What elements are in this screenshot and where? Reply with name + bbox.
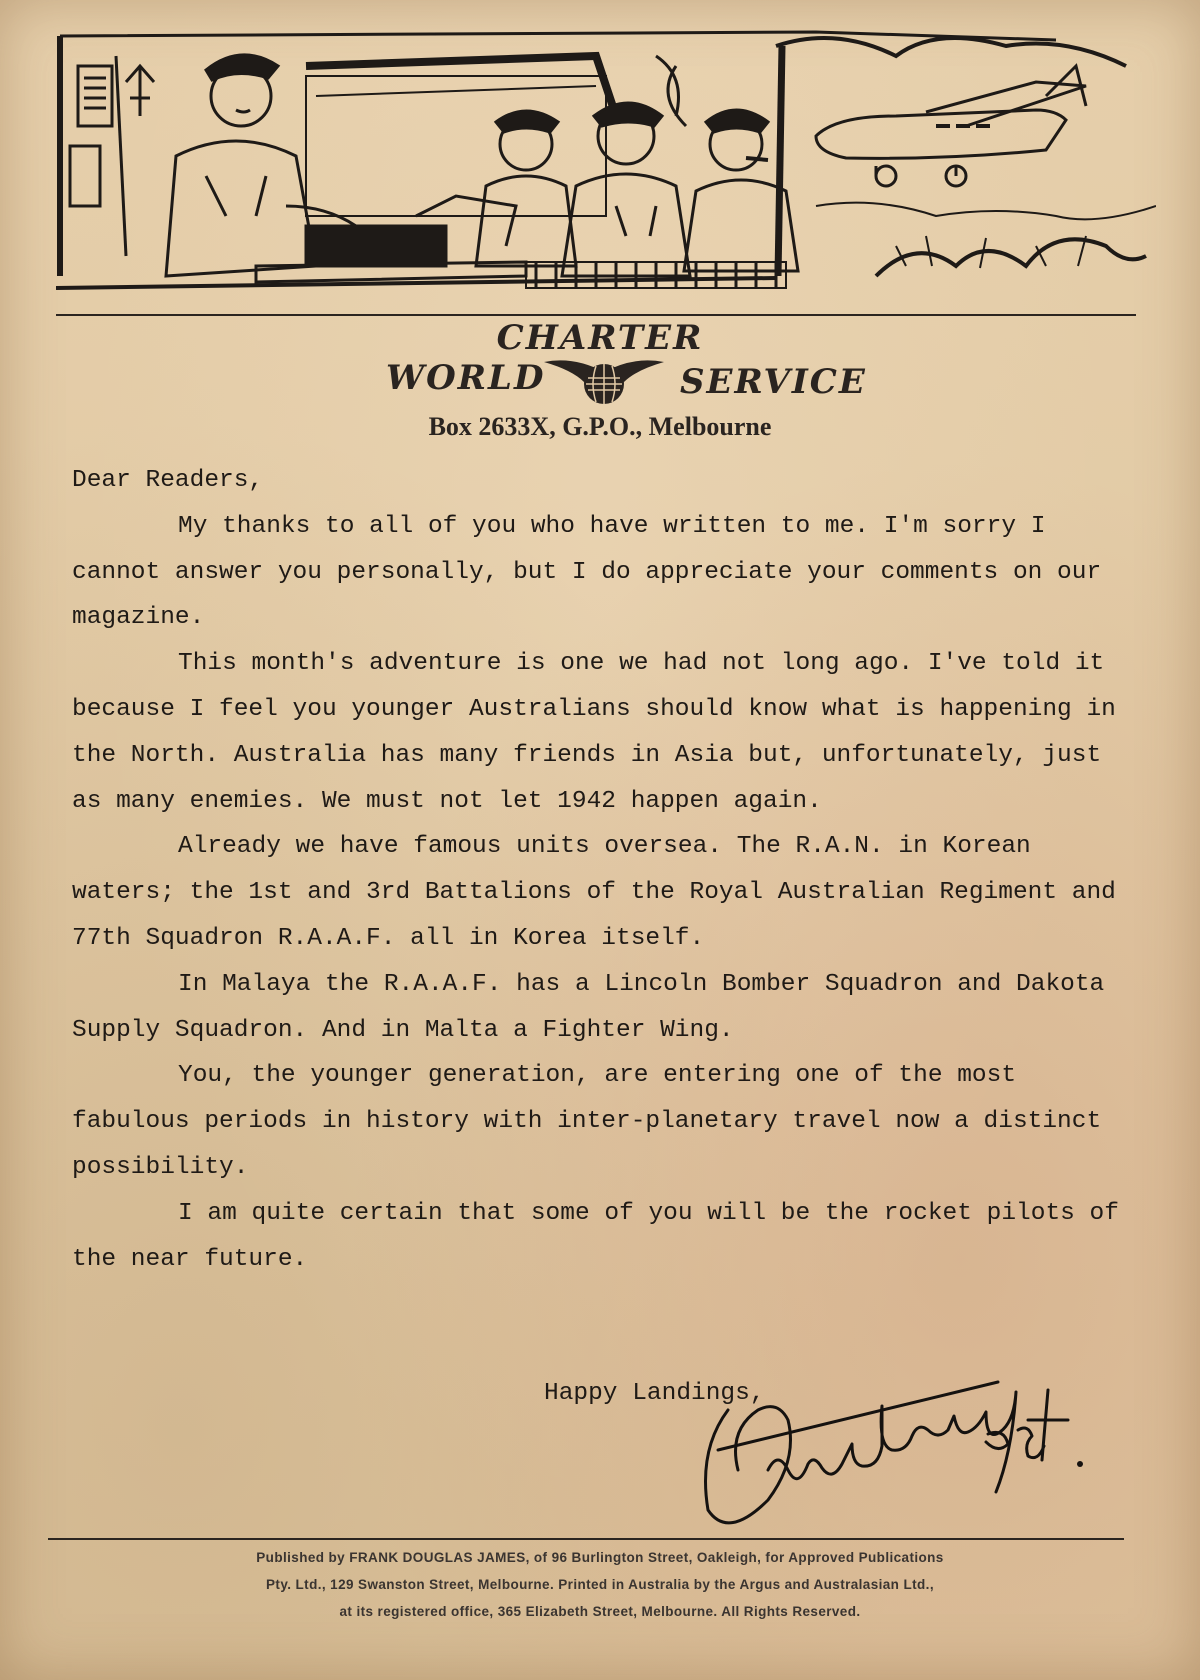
header-illustration <box>56 26 1156 304</box>
letter-paragraph-6: I am quite certain that some of you will be the rocket pilots of the near future. <box>72 1199 1119 1273</box>
footer-line: at its registered office, 365 Elizabeth Street, Melbourne. All Rights Reserved. <box>339 1604 861 1619</box>
masthead-title-top: CHARTER <box>496 318 704 358</box>
masthead-title-left: WORLD <box>386 358 546 398</box>
letter-paragraph-1: My thanks to all of you who have written to me. I'm sorry I cannot answer you personally, but I do appreciate your comments on our magazine. <box>72 512 1102 632</box>
footer-line: Pty. Ltd., 129 Swanston Street, Melbourne. Printed in Australia by the Argus and Australasian Ltd., <box>266 1577 934 1592</box>
footer-line: Published by FRANK DOUGLAS JAMES, of 96 Burlington Street, Oakleigh, for Approved Publications <box>256 1550 944 1565</box>
letter-paragraph-3: Already we have famous units oversea. The R.A.N. in Korean waters; the 1st and 3rd Battalions of the Royal Australian Regiment and 77th Squadron R.A.A.F. all in Korea itself. <box>72 833 1116 952</box>
letter-paragraph-2: This month's adventure is one we had not long ago. I've told it because I feel you younger Australians should know what is happening in the North. Australia has many friends in Asia but, unfortunately, just as many enemies. We must not let 1942 happen again. <box>72 650 1116 815</box>
masthead-title-right: SERVICE <box>680 362 867 402</box>
header-rule <box>56 314 1136 316</box>
letter-body <box>72 458 1132 1282</box>
handwritten-signature <box>688 1370 1088 1540</box>
footer-rule <box>48 1538 1124 1540</box>
letter-paragraph-4: In Malaya the R.A.A.F. has a Lincoln Bomber Squadron and Dakota Supply Squadron. And in Malta a Fighter Wing. <box>72 970 1105 1044</box>
letter-paragraph-5: You, the younger generation, are entering one of the most fabulous periods in history with inter-planetary travel now a distinct possibility. <box>72 1062 1102 1181</box>
winged-globe-icon <box>544 352 664 408</box>
letter-closing: Happy Landings, <box>544 1380 765 1407</box>
letter-salutation: Dear Readers, <box>72 467 264 494</box>
publication-footer <box>100 1544 1100 1625</box>
masthead-address: Box 2633X, G.P.O., Melbourne <box>428 412 772 441</box>
